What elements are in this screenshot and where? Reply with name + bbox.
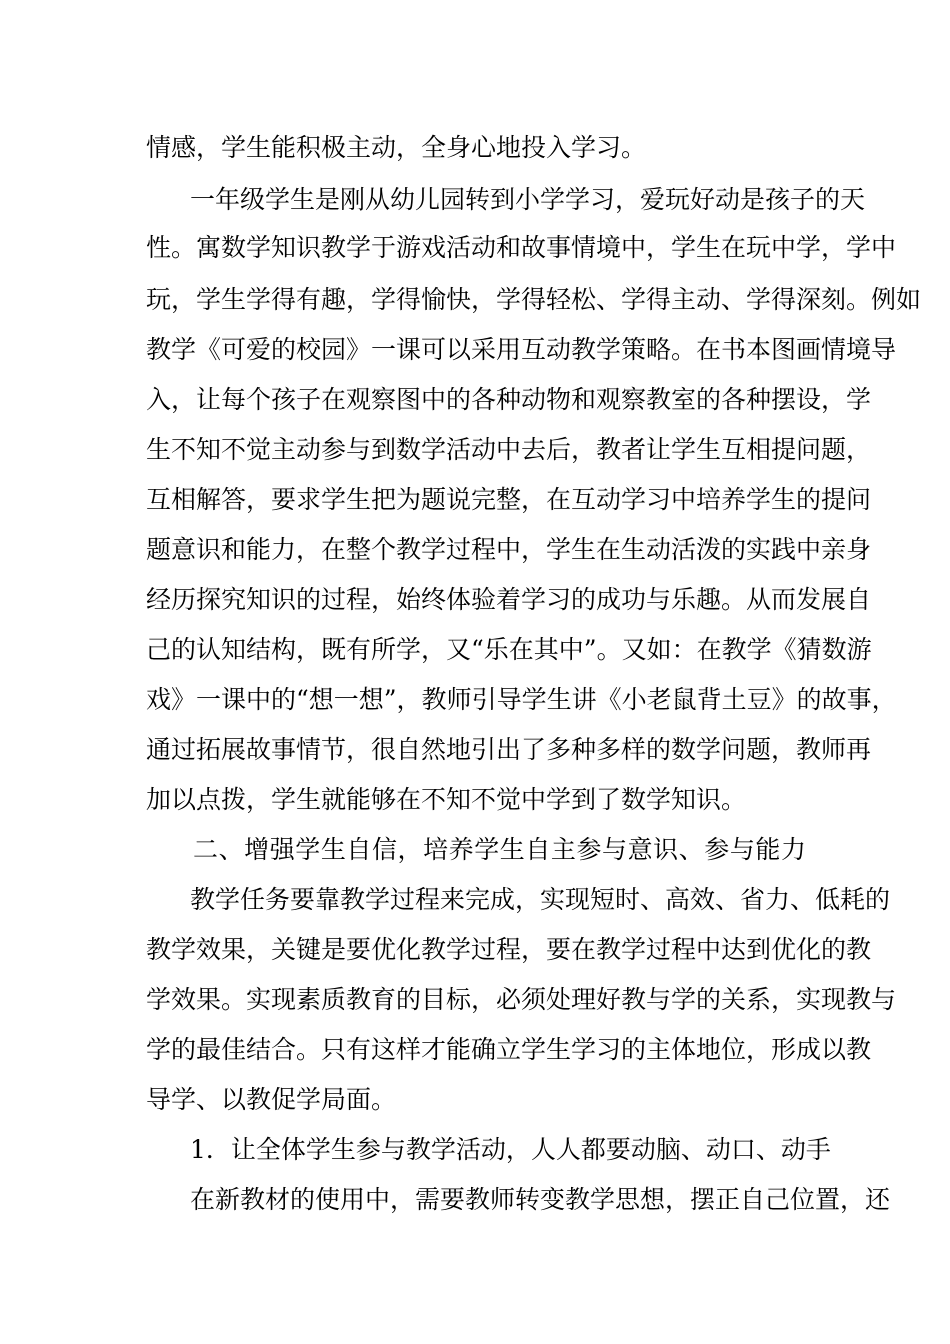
text-line-13: 通过拓展故事情节，很自然地引出了多种多样的数学问题，教师再 <box>146 735 872 764</box>
text-line-14: 加以点拨，学生就能够在不知不觉中学到了数学知识。 <box>146 785 747 814</box>
text-line-7: 生不知不觉主动参与到数学活动中去后，教者让学生互相提问题， <box>146 435 872 464</box>
text-line-6: 入，让每个孩子在观察图中的各种动物和观察教室的各种摆设，学 <box>146 385 872 414</box>
text-line-11: 己的认知结构，既有所学，又“乐在其中”。又如：在教学《猜数游 <box>146 635 872 664</box>
text-line-18: 学效果。实现素质教育的目标，必须处理好教与学的关系，实现教与 <box>146 985 897 1014</box>
text-line-3: 性。寓数学知识教学于游戏活动和故事情境中，学生在玩中学，学中 <box>146 233 897 262</box>
text-line-17: 教学效果，关键是要优化教学过程，要在教学过程中达到优化的教 <box>146 935 872 964</box>
text-line-10: 经历探究知识的过程，始终体验着学习的成功与乐趣。从而发展自 <box>146 585 872 614</box>
text-line-22: 在新教材的使用中，需要教师转变教学思想，摆正自己位置，还 <box>190 1185 891 1214</box>
text-line-4: 玩，学生学得有趣，学得愉快，学得轻松、学得主动、学得深刻。例如 <box>146 285 922 314</box>
text-line-12: 戏》一课中的“想一想”，教师引导学生讲《小老鼠背土豆》的故事， <box>146 685 897 714</box>
text-line-1: 情感，学生能积极主动，全身心地投入学习。 <box>146 133 647 162</box>
text-line-5: 教学《可爱的校园》一课可以采用互动教学策略。在书本图画情境导 <box>146 335 897 364</box>
text-line-16: 教学任务要靠教学过程来完成，实现短时、高效、省力、低耗的 <box>190 885 891 914</box>
section-heading: 二、增强学生自信，培养学生自主参与意识、参与能力 <box>193 835 806 864</box>
subsection-heading: 1．让全体学生参与教学活动，人人都要动脑、动口、动手 <box>190 1135 831 1164</box>
text-line-20: 导学、以教促学局面。 <box>146 1085 397 1114</box>
text-line-2: 一年级学生是刚从幼儿园转到小学学习，爱玩好动是孩子的天 <box>190 185 866 214</box>
text-line-8: 互相解答，要求学生把为题说完整，在互动学习中培养学生的提问 <box>146 485 872 514</box>
text-line-19: 学的最佳结合。只有这样才能确立学生学习的主体地位，形成以教 <box>146 1035 872 1064</box>
text-line-9: 题意识和能力，在整个教学过程中，学生在生动活泼的实践中亲身 <box>146 535 872 564</box>
